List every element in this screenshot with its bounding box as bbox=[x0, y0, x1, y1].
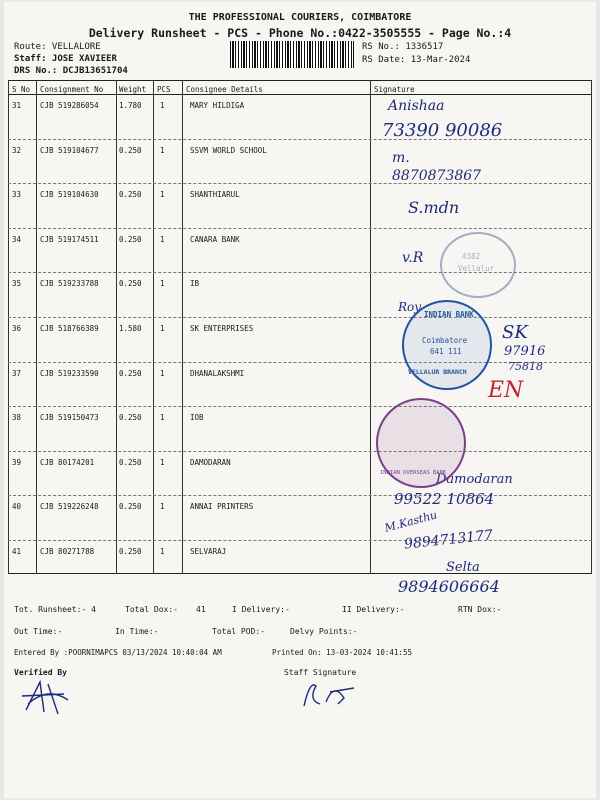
row-pcs: 1 bbox=[160, 234, 165, 244]
row-consignment-no: CJB 519226248 bbox=[40, 502, 99, 512]
col-header-weight: Weight bbox=[119, 85, 147, 94]
row-weight: 0.250 bbox=[119, 234, 142, 244]
handwritten-number: 97916 bbox=[504, 344, 546, 359]
rs-number: RS No.: 1336517 bbox=[362, 42, 444, 52]
row-pcs: 1 bbox=[160, 324, 165, 333]
row-pcs: 1 bbox=[160, 190, 165, 200]
row-pcs: 1 bbox=[160, 413, 165, 423]
row-pcs: 1 bbox=[160, 279, 165, 289]
row-separator bbox=[8, 451, 592, 452]
handwritten-name: Selta bbox=[446, 560, 480, 575]
col-header-signature: Signature bbox=[374, 85, 415, 94]
row-consignment-no: CJB 519233590 bbox=[40, 368, 99, 378]
table-header-rule bbox=[8, 94, 592, 95]
row-weight: 0.250 bbox=[119, 502, 142, 512]
staff-signature bbox=[294, 676, 364, 712]
total-pod: Total POD:- bbox=[212, 627, 265, 636]
col-divider bbox=[370, 80, 371, 574]
row-consignment-no: CJB 518766389 bbox=[40, 324, 99, 333]
handwritten-en: EN bbox=[488, 378, 524, 403]
row-consignee: SSVM WORLD SCHOOL bbox=[190, 145, 267, 155]
indian-bank-stamp: INDIAN BANK Coimbatore 641 111 VELLALUR BRANCH bbox=[402, 300, 492, 390]
row-consignment-no: CJB 519233788 bbox=[40, 279, 99, 289]
row-weight: 0.250 bbox=[119, 145, 142, 155]
company-title: THE PROFESSIONAL COURIERS, COIMBATORE bbox=[188, 12, 412, 23]
row-sno: 40 bbox=[12, 502, 22, 512]
row-consignment-no: CJB 80174201 bbox=[40, 457, 95, 467]
row-weight: 1.780 bbox=[119, 101, 142, 110]
row-consignee: ANNAI PRINTERS bbox=[190, 502, 254, 512]
handwritten-name: Damodaran bbox=[436, 472, 513, 487]
row-separator bbox=[8, 495, 592, 496]
route-label: Route: VELLALORE bbox=[14, 42, 101, 52]
staff-signature-label: Staff Signature bbox=[284, 668, 357, 677]
row-weight: 0.250 bbox=[119, 368, 142, 378]
col-header-consignee: Consignee Details bbox=[186, 85, 263, 94]
row-pcs: 1 bbox=[160, 145, 165, 155]
table-top-rule bbox=[8, 80, 592, 81]
col-header-consignment: Consignment No bbox=[40, 85, 104, 94]
row-consignee: IOB bbox=[190, 413, 204, 423]
col-divider bbox=[116, 80, 117, 574]
row-consignment-no: CJB 80271788 bbox=[40, 547, 95, 556]
handwritten-name: M.Kasthu bbox=[383, 508, 439, 535]
row-separator bbox=[8, 317, 592, 318]
col-divider bbox=[8, 80, 9, 574]
row-sno: 33 bbox=[12, 190, 22, 200]
i-delivery: I Delivery:- bbox=[232, 605, 290, 614]
row-separator bbox=[8, 362, 592, 363]
col-divider bbox=[153, 80, 154, 574]
row-weight: 1.580 bbox=[119, 324, 142, 333]
row-separator bbox=[8, 139, 592, 140]
iob-stamp: INDIAN OVERSEAS BANK bbox=[376, 398, 466, 488]
row-consignee: SELVARAJ bbox=[190, 547, 227, 556]
staff-label: Staff: JOSE XAVIEER bbox=[14, 54, 117, 64]
row-weight: 0.250 bbox=[119, 457, 142, 467]
row-pcs: 1 bbox=[160, 502, 165, 512]
handwritten-signature: v.R bbox=[402, 250, 424, 266]
row-weight: 0.250 bbox=[119, 547, 142, 556]
row-weight: 0.250 bbox=[119, 279, 142, 289]
handwritten-name: Anishaa bbox=[388, 98, 445, 114]
row-consignment-no: CJB 519104630 bbox=[40, 190, 99, 200]
row-weight: 0.250 bbox=[119, 190, 142, 200]
printed-on: Printed On: 13-03-2024 10:41:55 bbox=[272, 648, 412, 657]
row-consignment-no: CJB 519150473 bbox=[40, 413, 99, 423]
verified-by: Verified By bbox=[14, 668, 67, 677]
row-weight: 0.250 bbox=[119, 413, 142, 423]
row-separator bbox=[8, 406, 592, 407]
row-consignee: MARY HILDIGA bbox=[190, 101, 245, 110]
rs-date: RS Date: 13-Mar-2024 bbox=[362, 55, 471, 65]
row-consignee: SK ENTERPRISES bbox=[190, 324, 254, 333]
handwritten-signature: Roy bbox=[398, 300, 422, 314]
drs-number: DRS No.: DCJB13651704 bbox=[14, 66, 128, 76]
row-sno: 32 bbox=[12, 145, 22, 155]
out-time: Out Time:- bbox=[14, 627, 63, 636]
row-pcs: 1 bbox=[160, 101, 165, 110]
row-sno: 37 bbox=[12, 368, 22, 378]
row-separator bbox=[8, 228, 592, 229]
col-header-sno: S No bbox=[12, 85, 31, 94]
handwritten-signature: S.mdn bbox=[408, 198, 460, 217]
row-sno: 38 bbox=[12, 413, 22, 423]
handwritten-phone: 9894713177 bbox=[403, 527, 494, 553]
runsheet-title: Delivery Runsheet - PCS - Phone No.:0422-3505555 - Page No.:4 bbox=[88, 26, 512, 40]
tot-runsheet: Tot. Runsheet:- 4 bbox=[14, 605, 96, 614]
total-dox-label: Total Dox:- bbox=[125, 605, 178, 614]
handwritten-sk: SK bbox=[502, 322, 528, 343]
handwritten-phone: 99522 10864 bbox=[394, 490, 495, 508]
row-consignee: SHANTHIARUL bbox=[190, 190, 240, 200]
col-divider bbox=[36, 80, 37, 574]
row-separator bbox=[8, 183, 592, 184]
row-sno: 41 bbox=[12, 547, 22, 556]
rtn-dox: RTN Dox:- bbox=[458, 605, 502, 614]
handwritten-phone: 9894606664 bbox=[398, 577, 500, 596]
delvy-points: Delvy Points:- bbox=[290, 627, 358, 636]
row-consignee: CANARA BANK bbox=[190, 234, 240, 244]
row-pcs: 1 bbox=[160, 457, 165, 467]
entered-by: Entered By :POORNIMAPCS 03/13/2024 10:40:04 AM bbox=[14, 648, 222, 657]
row-sno: 31 bbox=[12, 101, 22, 110]
ii-delivery: II Delivery:- bbox=[342, 605, 405, 614]
row-consignee: IB bbox=[190, 279, 200, 289]
table-bottom-rule bbox=[8, 573, 592, 574]
total-dox-value: 41 bbox=[196, 605, 206, 614]
row-consignment-no: CJB 519286054 bbox=[40, 101, 99, 110]
in-time: In Time:- bbox=[115, 627, 159, 636]
row-pcs: 1 bbox=[160, 368, 165, 378]
row-pcs: 1 bbox=[160, 547, 165, 556]
handwritten-initials: m. bbox=[392, 150, 410, 166]
barcode bbox=[230, 41, 354, 68]
row-sno: 39 bbox=[12, 457, 22, 467]
handwritten-phone: 73390 90086 bbox=[382, 120, 503, 141]
col-header-pcs: PCS bbox=[157, 85, 171, 94]
col-divider bbox=[591, 80, 592, 574]
row-consignment-no: CJB 519174511 bbox=[40, 234, 99, 244]
verified-signature bbox=[18, 676, 78, 718]
row-consignee: DHANALAKSHMI bbox=[190, 368, 245, 378]
row-consignee: DAMODARAN bbox=[190, 457, 231, 467]
row-sno: 35 bbox=[12, 279, 22, 289]
handwritten-number: 75818 bbox=[508, 360, 543, 373]
row-consignment-no: CJB 519104677 bbox=[40, 145, 99, 155]
canara-bank-stamp: 4382 Vellalur bbox=[440, 232, 516, 298]
row-separator bbox=[8, 540, 592, 541]
handwritten-phone: 8870873867 bbox=[392, 168, 482, 184]
col-divider bbox=[182, 80, 183, 574]
row-sno: 34 bbox=[12, 234, 22, 244]
row-sno: 36 bbox=[12, 324, 22, 333]
